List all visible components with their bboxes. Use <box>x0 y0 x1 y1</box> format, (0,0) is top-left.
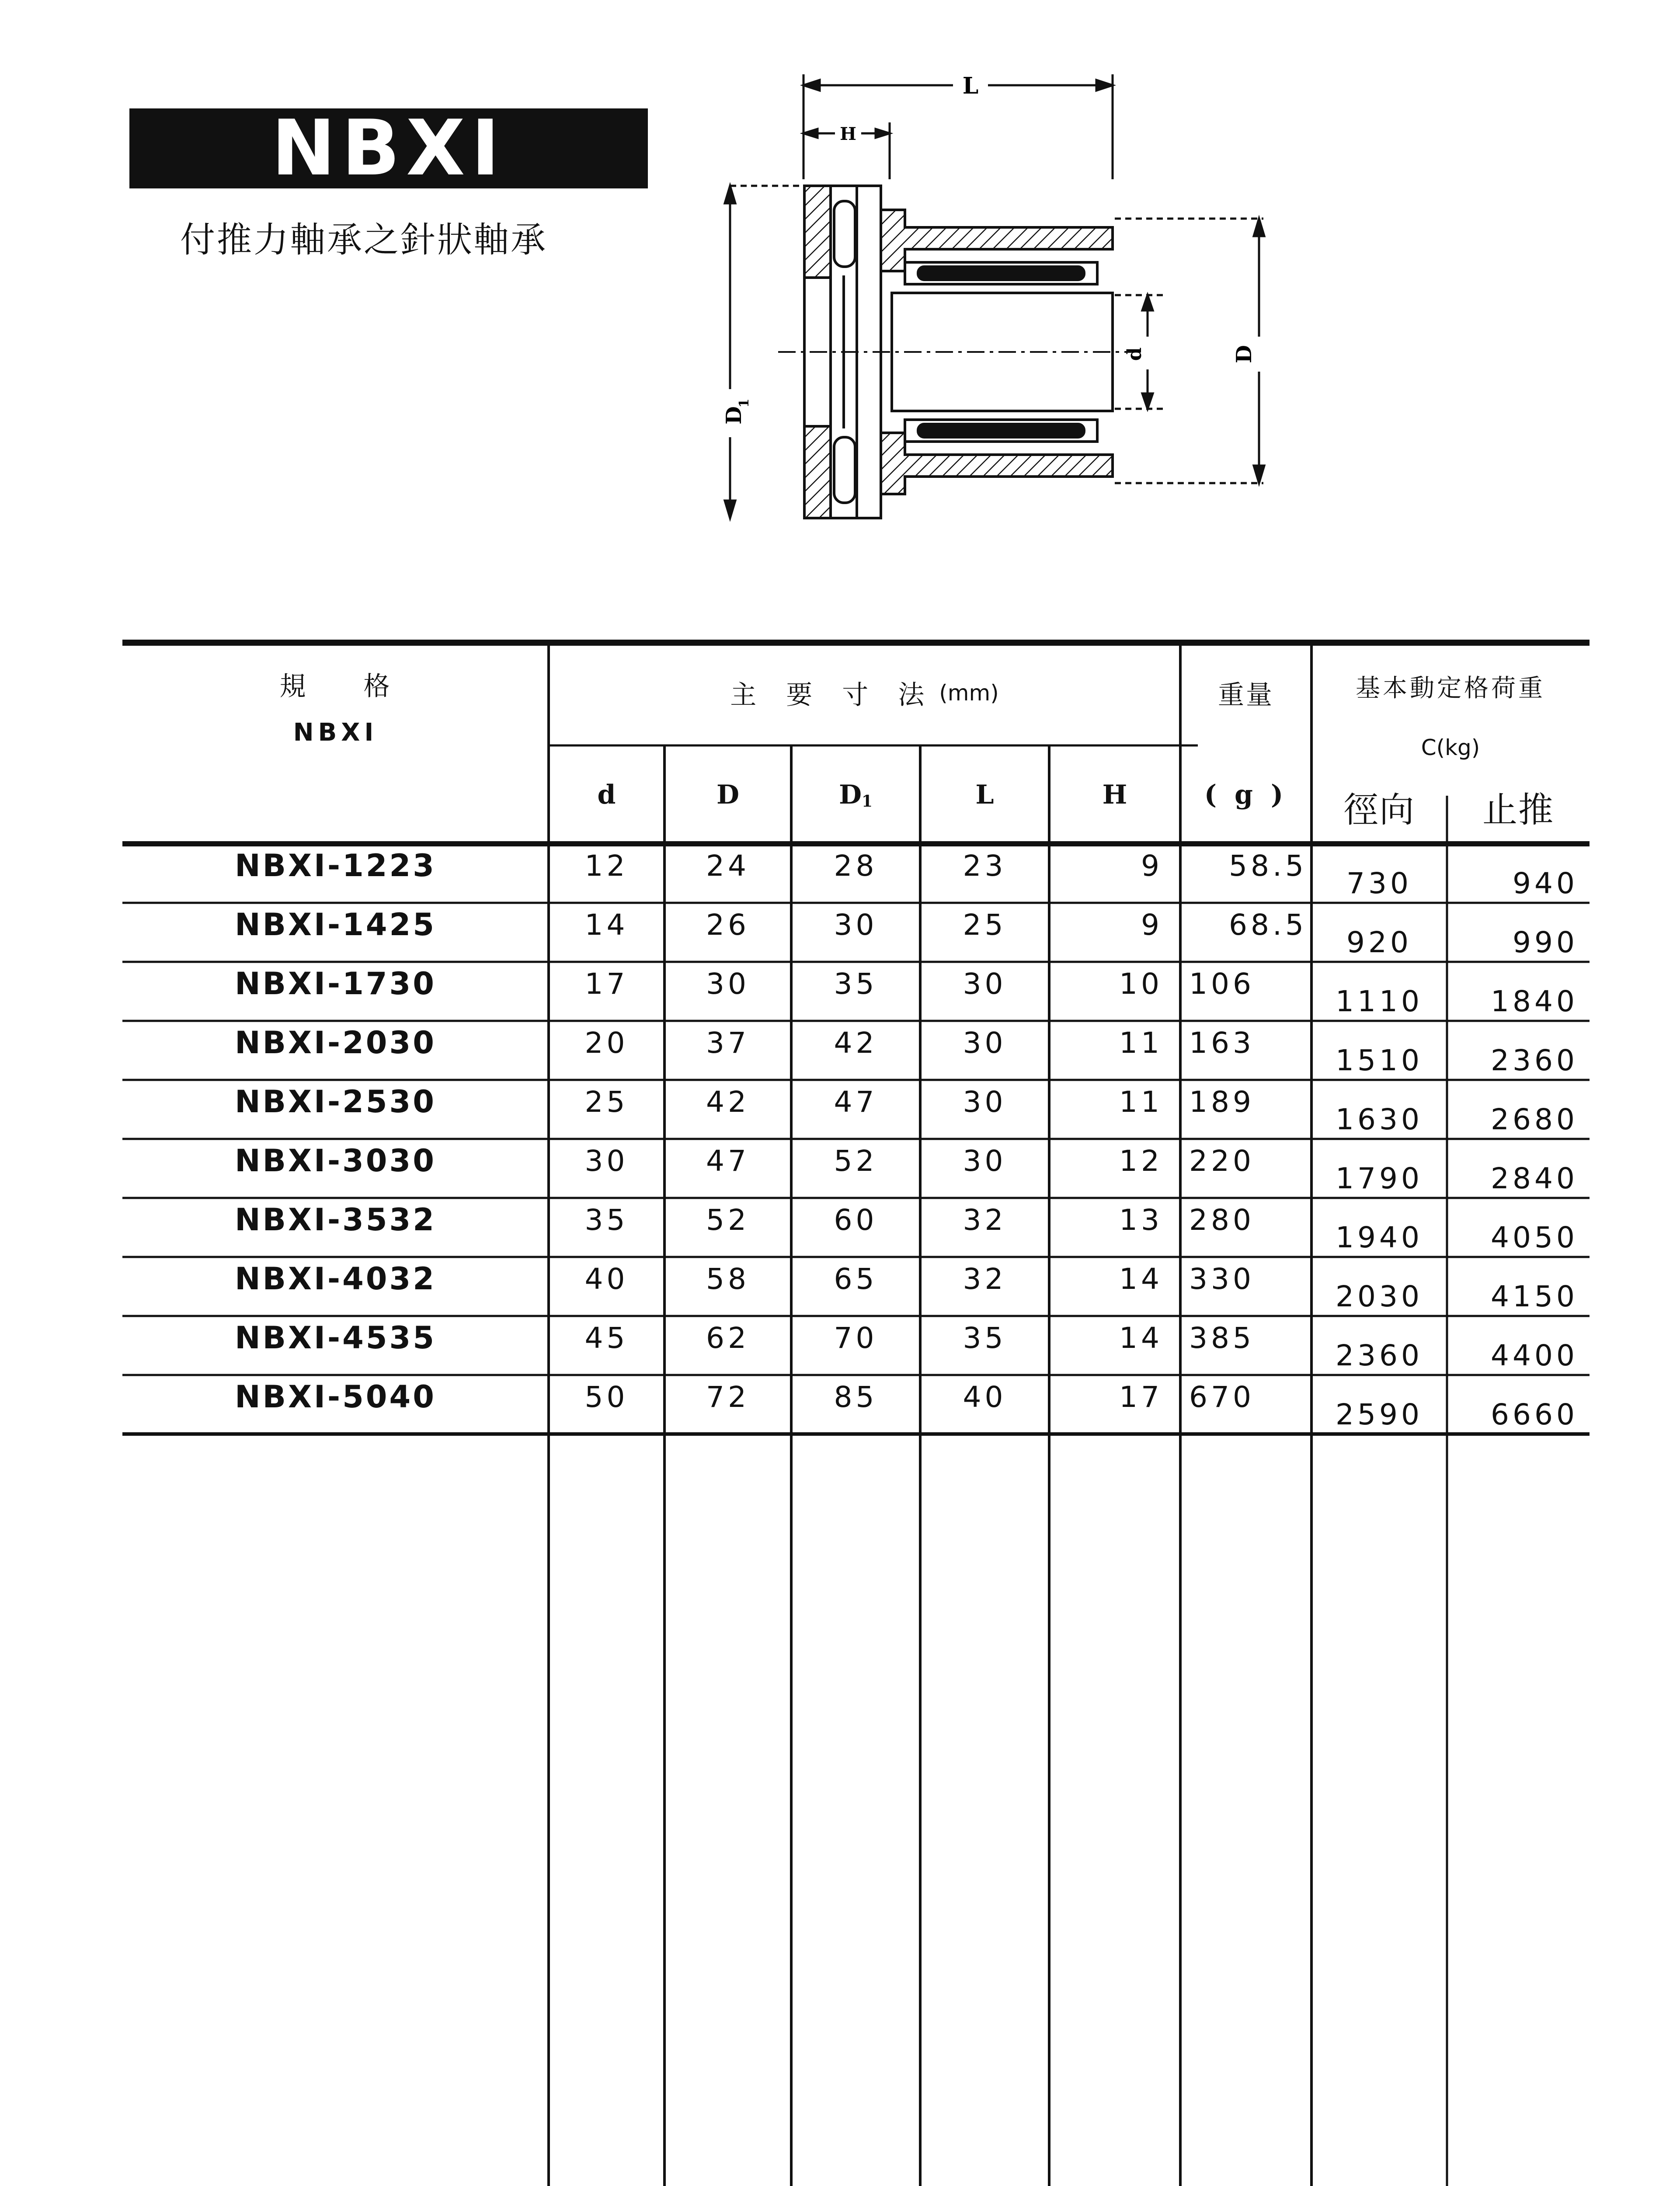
row-H: 12 <box>1119 1144 1163 1178</box>
header-load-rating: 基本動定格荷重 <box>1356 674 1545 703</box>
row-D: 52 <box>706 1203 750 1237</box>
row-D1: 52 <box>834 1144 878 1178</box>
row-radial: 2360 <box>1336 1338 1423 1372</box>
table-row <box>122 1257 1590 1316</box>
row-D: 37 <box>706 1026 750 1060</box>
row-thrust: 2680 <box>1491 1102 1578 1136</box>
dimension-label-d: d <box>1123 347 1146 361</box>
table-row <box>122 844 1590 903</box>
row-H: 11 <box>1119 1026 1163 1060</box>
row-d: 25 <box>584 1085 629 1119</box>
row-thrust: 4400 <box>1491 1338 1578 1372</box>
header-load-unit: C(kg) <box>1421 735 1480 760</box>
header-dims-label: 主 要 寸 法 <box>730 680 926 710</box>
row-H: 10 <box>1119 967 1163 1001</box>
row-weight: 58.5 <box>1229 849 1307 883</box>
row-d: 40 <box>584 1262 629 1296</box>
row-L: 40 <box>963 1380 1007 1414</box>
row-model: NBXI-1223 <box>235 848 436 884</box>
row-model: NBXI-1730 <box>235 966 436 1002</box>
row-thrust: 990 <box>1513 925 1578 959</box>
dimension-label-H: H <box>840 124 856 144</box>
table-row <box>122 962 1590 1021</box>
row-model: NBXI-5040 <box>235 1379 436 1415</box>
row-radial: 1110 <box>1336 984 1423 1018</box>
row-model: NBXI-3532 <box>235 1202 436 1238</box>
row-D: 58 <box>706 1262 750 1296</box>
header-D: D <box>716 779 740 810</box>
row-d: 14 <box>584 908 629 942</box>
row-D1: 70 <box>834 1321 878 1355</box>
row-d: 17 <box>584 967 629 1001</box>
row-radial: 920 <box>1346 925 1412 959</box>
row-weight: 670 <box>1189 1380 1255 1414</box>
page-title: NBXI <box>129 108 648 188</box>
header-main-dimensions <box>549 669 1180 717</box>
row-H: 14 <box>1119 1262 1163 1296</box>
row-radial: 1630 <box>1336 1102 1423 1136</box>
page-subtitle: 付推力軸承之針狀軸承 <box>180 219 547 260</box>
row-radial: 1790 <box>1336 1161 1423 1195</box>
dimension-label-D: D <box>1232 345 1256 363</box>
bearing-cross-section-drawing <box>699 66 1281 542</box>
row-H: 9 <box>1141 849 1163 883</box>
row-thrust: 4050 <box>1491 1220 1578 1254</box>
row-D: 62 <box>706 1321 750 1355</box>
row-D1: 28 <box>834 849 878 883</box>
dimension-label-L: L <box>962 73 979 99</box>
row-D1: 47 <box>834 1085 878 1119</box>
table-row <box>122 1080 1590 1139</box>
row-weight: 163 <box>1189 1026 1255 1060</box>
row-weight: 106 <box>1189 967 1255 1001</box>
header-L: L <box>975 779 994 810</box>
row-weight: 330 <box>1189 1262 1255 1296</box>
row-L: 25 <box>963 908 1007 942</box>
row-model: NBXI-2530 <box>235 1084 436 1120</box>
table-row <box>122 1198 1590 1257</box>
row-d: 12 <box>584 849 629 883</box>
row-L: 30 <box>963 967 1007 1001</box>
table-row <box>122 1139 1590 1198</box>
header-D1-label: D <box>838 779 862 810</box>
row-D: 72 <box>706 1380 750 1414</box>
row-H: 17 <box>1119 1380 1163 1414</box>
table-row <box>122 1021 1590 1080</box>
row-D1: 65 <box>834 1262 878 1296</box>
row-radial: 1510 <box>1336 1043 1423 1077</box>
table-row <box>122 1316 1590 1375</box>
row-L: 32 <box>963 1203 1007 1237</box>
row-thrust: 1840 <box>1491 984 1578 1018</box>
row-thrust: 6660 <box>1491 1397 1578 1431</box>
row-L: 23 <box>963 849 1007 883</box>
row-L: 30 <box>963 1026 1007 1060</box>
row-d: 50 <box>584 1380 629 1414</box>
row-radial: 730 <box>1346 866 1412 900</box>
row-d: 45 <box>584 1321 629 1355</box>
row-radial: 2590 <box>1336 1397 1423 1431</box>
row-d: 20 <box>584 1026 629 1060</box>
row-weight: 280 <box>1189 1203 1255 1237</box>
spec-table <box>122 638 1590 2186</box>
row-weight: 220 <box>1189 1144 1255 1178</box>
row-weight: 68.5 <box>1229 908 1307 942</box>
header-d: d <box>597 779 616 810</box>
row-model: NBXI-3030 <box>235 1143 436 1179</box>
header-weight: 重量 <box>1218 680 1274 710</box>
row-D: 24 <box>706 849 750 883</box>
dimension-label-D1: D <box>722 406 746 425</box>
header-D1 <box>791 745 920 844</box>
table-row <box>122 1375 1590 1434</box>
row-H: 14 <box>1119 1321 1163 1355</box>
row-D1: 85 <box>834 1380 878 1414</box>
row-D1: 42 <box>834 1026 878 1060</box>
row-thrust: 940 <box>1513 866 1578 900</box>
row-H: 9 <box>1141 908 1163 942</box>
row-weight: 189 <box>1189 1085 1255 1119</box>
row-D: 47 <box>706 1144 750 1178</box>
header-dims-unit: (mm) <box>939 680 999 706</box>
dimension-label-D1-sub: 1 <box>737 398 752 408</box>
row-model: NBXI-4032 <box>235 1261 436 1297</box>
row-D: 26 <box>706 908 750 942</box>
table-row <box>122 903 1590 962</box>
header-D1-sub: 1 <box>861 792 873 811</box>
row-D1: 35 <box>834 967 878 1001</box>
header-spec-model: NBXI <box>293 718 378 747</box>
row-thrust: 4150 <box>1491 1279 1578 1313</box>
row-model: NBXI-4535 <box>235 1320 436 1356</box>
header-radial: 徑向 <box>1343 789 1415 830</box>
row-L: 30 <box>963 1085 1007 1119</box>
row-D: 30 <box>706 967 750 1001</box>
row-D1: 60 <box>834 1203 878 1237</box>
row-H: 11 <box>1119 1085 1163 1119</box>
header-thrust: 止推 <box>1482 789 1554 830</box>
row-thrust: 2360 <box>1491 1043 1578 1077</box>
row-d: 30 <box>584 1144 629 1178</box>
header-H: H <box>1102 779 1127 810</box>
row-D: 42 <box>706 1085 750 1119</box>
row-radial: 2030 <box>1336 1279 1423 1313</box>
header-spec: 規 格 <box>279 671 392 702</box>
row-H: 13 <box>1119 1203 1163 1237</box>
row-d: 35 <box>584 1203 629 1237</box>
row-D1: 30 <box>834 908 878 942</box>
row-radial: 1940 <box>1336 1220 1423 1254</box>
row-L: 35 <box>963 1321 1007 1355</box>
row-L: 30 <box>963 1144 1007 1178</box>
row-weight: 385 <box>1189 1321 1255 1355</box>
row-thrust: 2840 <box>1491 1161 1578 1195</box>
header-weight-unit: ( g ) <box>1204 779 1288 810</box>
row-model: NBXI-1425 <box>235 907 436 943</box>
row-model: NBXI-2030 <box>235 1025 436 1061</box>
row-L: 32 <box>963 1262 1007 1296</box>
